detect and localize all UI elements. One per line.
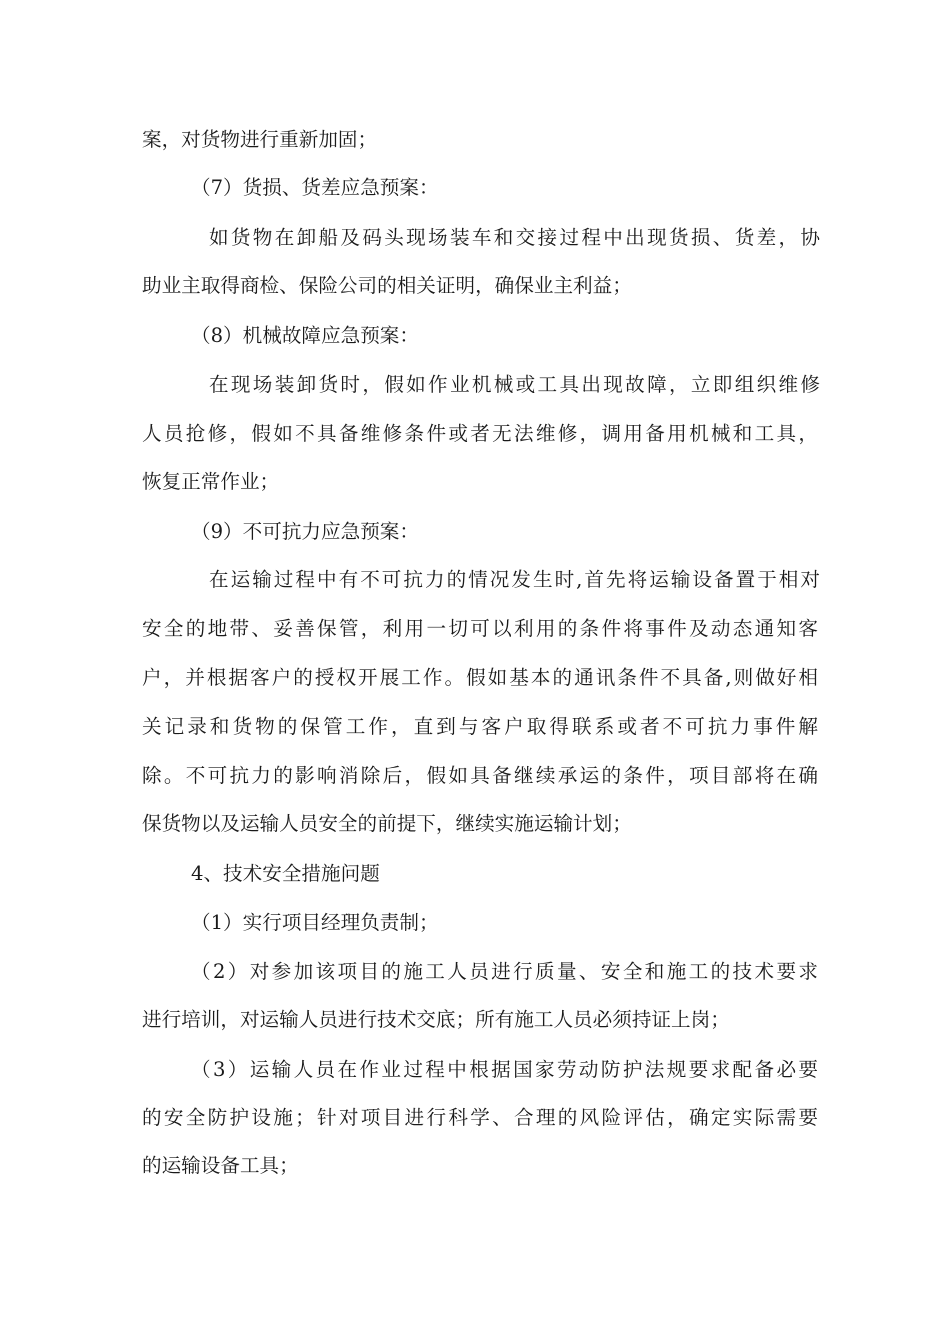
- list-item: （3）运输人员在作业过程中根据国家劳动防护法规要求配备必要: [191, 1058, 818, 1081]
- paragraph-line: 的运输设备工具；: [142, 1154, 299, 1177]
- section-heading: 4、技术安全措施问题: [191, 862, 380, 885]
- paragraph-line: 如货物在卸船及码头现场装车和交接过程中出现货损、货差，协: [209, 226, 820, 249]
- paragraph-line: 在现场装卸货时，假如作业机械或工具出现故障，立即组织维修: [209, 373, 820, 396]
- paragraph-line: 关记录和货物的保管工作，直到与客户取得联系或者不可抗力事件解: [142, 715, 818, 738]
- list-item: （2）对参加该项目的施工人员进行质量、安全和施工的技术要求: [191, 960, 818, 983]
- paragraph-line: 助业主取得商检、保险公司的相关证明，确保业主利益；: [142, 274, 632, 297]
- paragraph-line: 除。不可抗力的影响消除后，假如具备继续承运的条件，项目部将在确: [142, 764, 818, 787]
- section-heading: （9）不可抗力应急预案：: [191, 520, 419, 543]
- paragraph-line: 保货物以及运输人员安全的前提下，继续实施运输计划；: [142, 812, 632, 835]
- paragraph-line: 户，并根据客户的授权开展工作。假如基本的通讯条件不具备,则做好相: [142, 666, 818, 689]
- paragraph-line: 恢复正常作业；: [142, 470, 280, 493]
- paragraph-line: 安全的地带、妥善保管，利用一切可以利用的条件将事件及动态通知客: [142, 617, 818, 640]
- paragraph-line: 在运输过程中有不可抗力的情况发生时,首先将运输设备置于相对: [209, 568, 820, 591]
- list-item: （1）实行项目经理负责制；: [191, 911, 439, 934]
- section-heading: （7）货损、货差应急预案：: [191, 176, 439, 199]
- paragraph-line: 案，对货物进行重新加固；: [142, 128, 378, 151]
- paragraph-line: 人员抢修，假如不具备维修条件或者无法维修，调用备用机械和工具，: [142, 422, 818, 445]
- section-heading: （8）机械故障应急预案：: [191, 324, 419, 347]
- paragraph-line: 进行培训，对运输人员进行技术交底；所有施工人员必须持证上岗；: [142, 1008, 730, 1031]
- paragraph-line: 的安全防护设施；针对项目进行科学、合理的风险评估，确定实际需要: [142, 1106, 818, 1129]
